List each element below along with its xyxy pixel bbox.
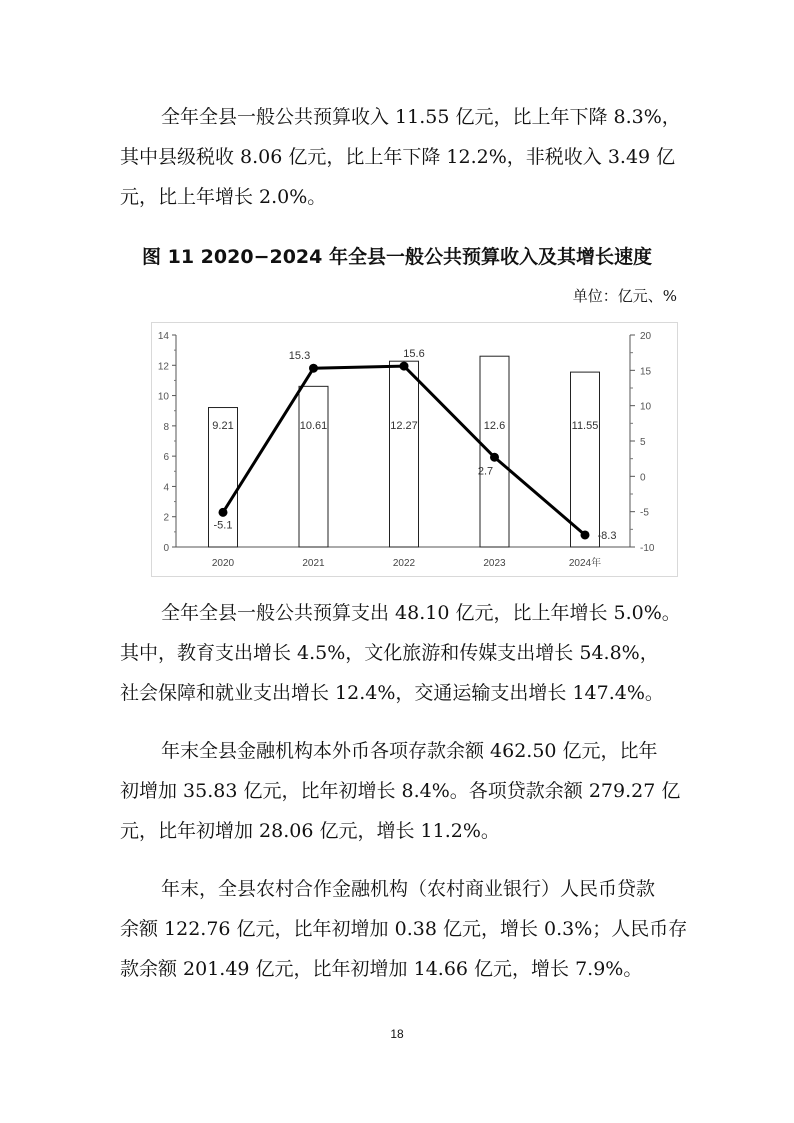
text-line: 款余额 201.49 亿元，比年初增加 14.66 亿元，增长 7.9%。 bbox=[120, 958, 643, 980]
growth-point bbox=[581, 530, 590, 539]
bar-label: 12.27 bbox=[390, 419, 418, 432]
text-line: 全年全县一般公共预算支出 48.10 亿元，比上年增长 5.0%。 bbox=[161, 602, 681, 624]
left-tick-label: 10 bbox=[157, 391, 169, 403]
growth-label: 15.3 bbox=[288, 350, 311, 363]
text-line: 元，比年初增加 28.06 亿元，增长 11.2%。 bbox=[120, 820, 500, 842]
left-tick-label: 0 bbox=[163, 543, 169, 554]
text-line: 其中县级税收 8.06 亿元，比上年下降 12.2%，非税收入 3.49 亿 bbox=[120, 146, 676, 168]
right-tick-label: 20 bbox=[640, 331, 652, 342]
growth-label: 15.6 bbox=[403, 348, 425, 361]
growth-point bbox=[490, 453, 499, 462]
text-line: 元，比上年增长 2.0%。 bbox=[120, 186, 327, 208]
growth-point bbox=[219, 508, 228, 517]
growth-point bbox=[309, 364, 318, 373]
right-tick-label: 0 bbox=[640, 472, 646, 484]
x-tick-label: 2023 bbox=[483, 558, 506, 569]
page-number: 18 bbox=[390, 1027, 404, 1041]
text-line: 年末全县金融机构本外币各项存款余额 462.50 亿元，比年 bbox=[161, 740, 658, 762]
left-tick-label: 12 bbox=[157, 361, 169, 373]
bar-label: 10.61 bbox=[299, 419, 328, 432]
left-tick-label: 14 bbox=[157, 331, 169, 342]
x-tick-label: 2020 bbox=[211, 558, 235, 569]
left-tick-label: 8 bbox=[163, 421, 169, 433]
x-tick-label: 2024年 bbox=[568, 558, 602, 569]
bar-label: 12.6 bbox=[483, 419, 506, 432]
right-tick-label: 10 bbox=[640, 401, 652, 413]
bar bbox=[477, 356, 509, 547]
text-line: 初增加 35.83 亿元，比年初增长 8.4%。各项贷款余额 279.27 亿 bbox=[120, 780, 681, 802]
right-tick-label: 15 bbox=[640, 366, 652, 378]
text-line: 全年全县一般公共预算收入 11.55 亿元，比上年下降 8.3%， bbox=[161, 106, 681, 128]
left-tick-label: 4 bbox=[163, 482, 169, 494]
text-line: 社会保障和就业支出增长 12.4%，交通运输支出增长 147.4%。 bbox=[120, 682, 664, 704]
figure-unit: 单位：亿元、% bbox=[572, 287, 677, 305]
revenue-chart bbox=[151, 322, 678, 577]
bar bbox=[390, 361, 419, 547]
right-tick-label: 5 bbox=[640, 437, 646, 448]
growth-label: -8.3 bbox=[597, 529, 617, 542]
right-tick-label: -10 bbox=[640, 543, 655, 554]
figure-title: 图 11 2020−2024 年全县一般公共预算收入及其增长速度 bbox=[142, 246, 652, 268]
left-tick-label: 6 bbox=[163, 452, 169, 464]
right-tick-label: -5 bbox=[640, 507, 649, 519]
bar-label: 11.55 bbox=[571, 419, 599, 432]
left-tick-label: 2 bbox=[163, 512, 169, 524]
text-line: 年末，全县农村合作金融机构（农村商业银行）人民币贷款 bbox=[161, 878, 656, 900]
bar bbox=[299, 386, 328, 547]
text-line: 余额 122.76 亿元，比年初增加 0.38 亿元，增长 0.3%；人民币存 bbox=[120, 918, 688, 940]
x-tick-label: 2022 bbox=[392, 558, 416, 569]
bar-label: 9.21 bbox=[212, 419, 234, 432]
growth-label: 2.7 bbox=[477, 465, 494, 478]
growth-point bbox=[400, 362, 409, 371]
x-tick-label: 2021 bbox=[302, 558, 325, 569]
growth-label: -5.1 bbox=[213, 519, 233, 532]
bar bbox=[571, 372, 600, 547]
text-line: 其中，教育支出增长 4.5%，文化旅游和传媒支出增长 54.8%， bbox=[120, 642, 659, 664]
